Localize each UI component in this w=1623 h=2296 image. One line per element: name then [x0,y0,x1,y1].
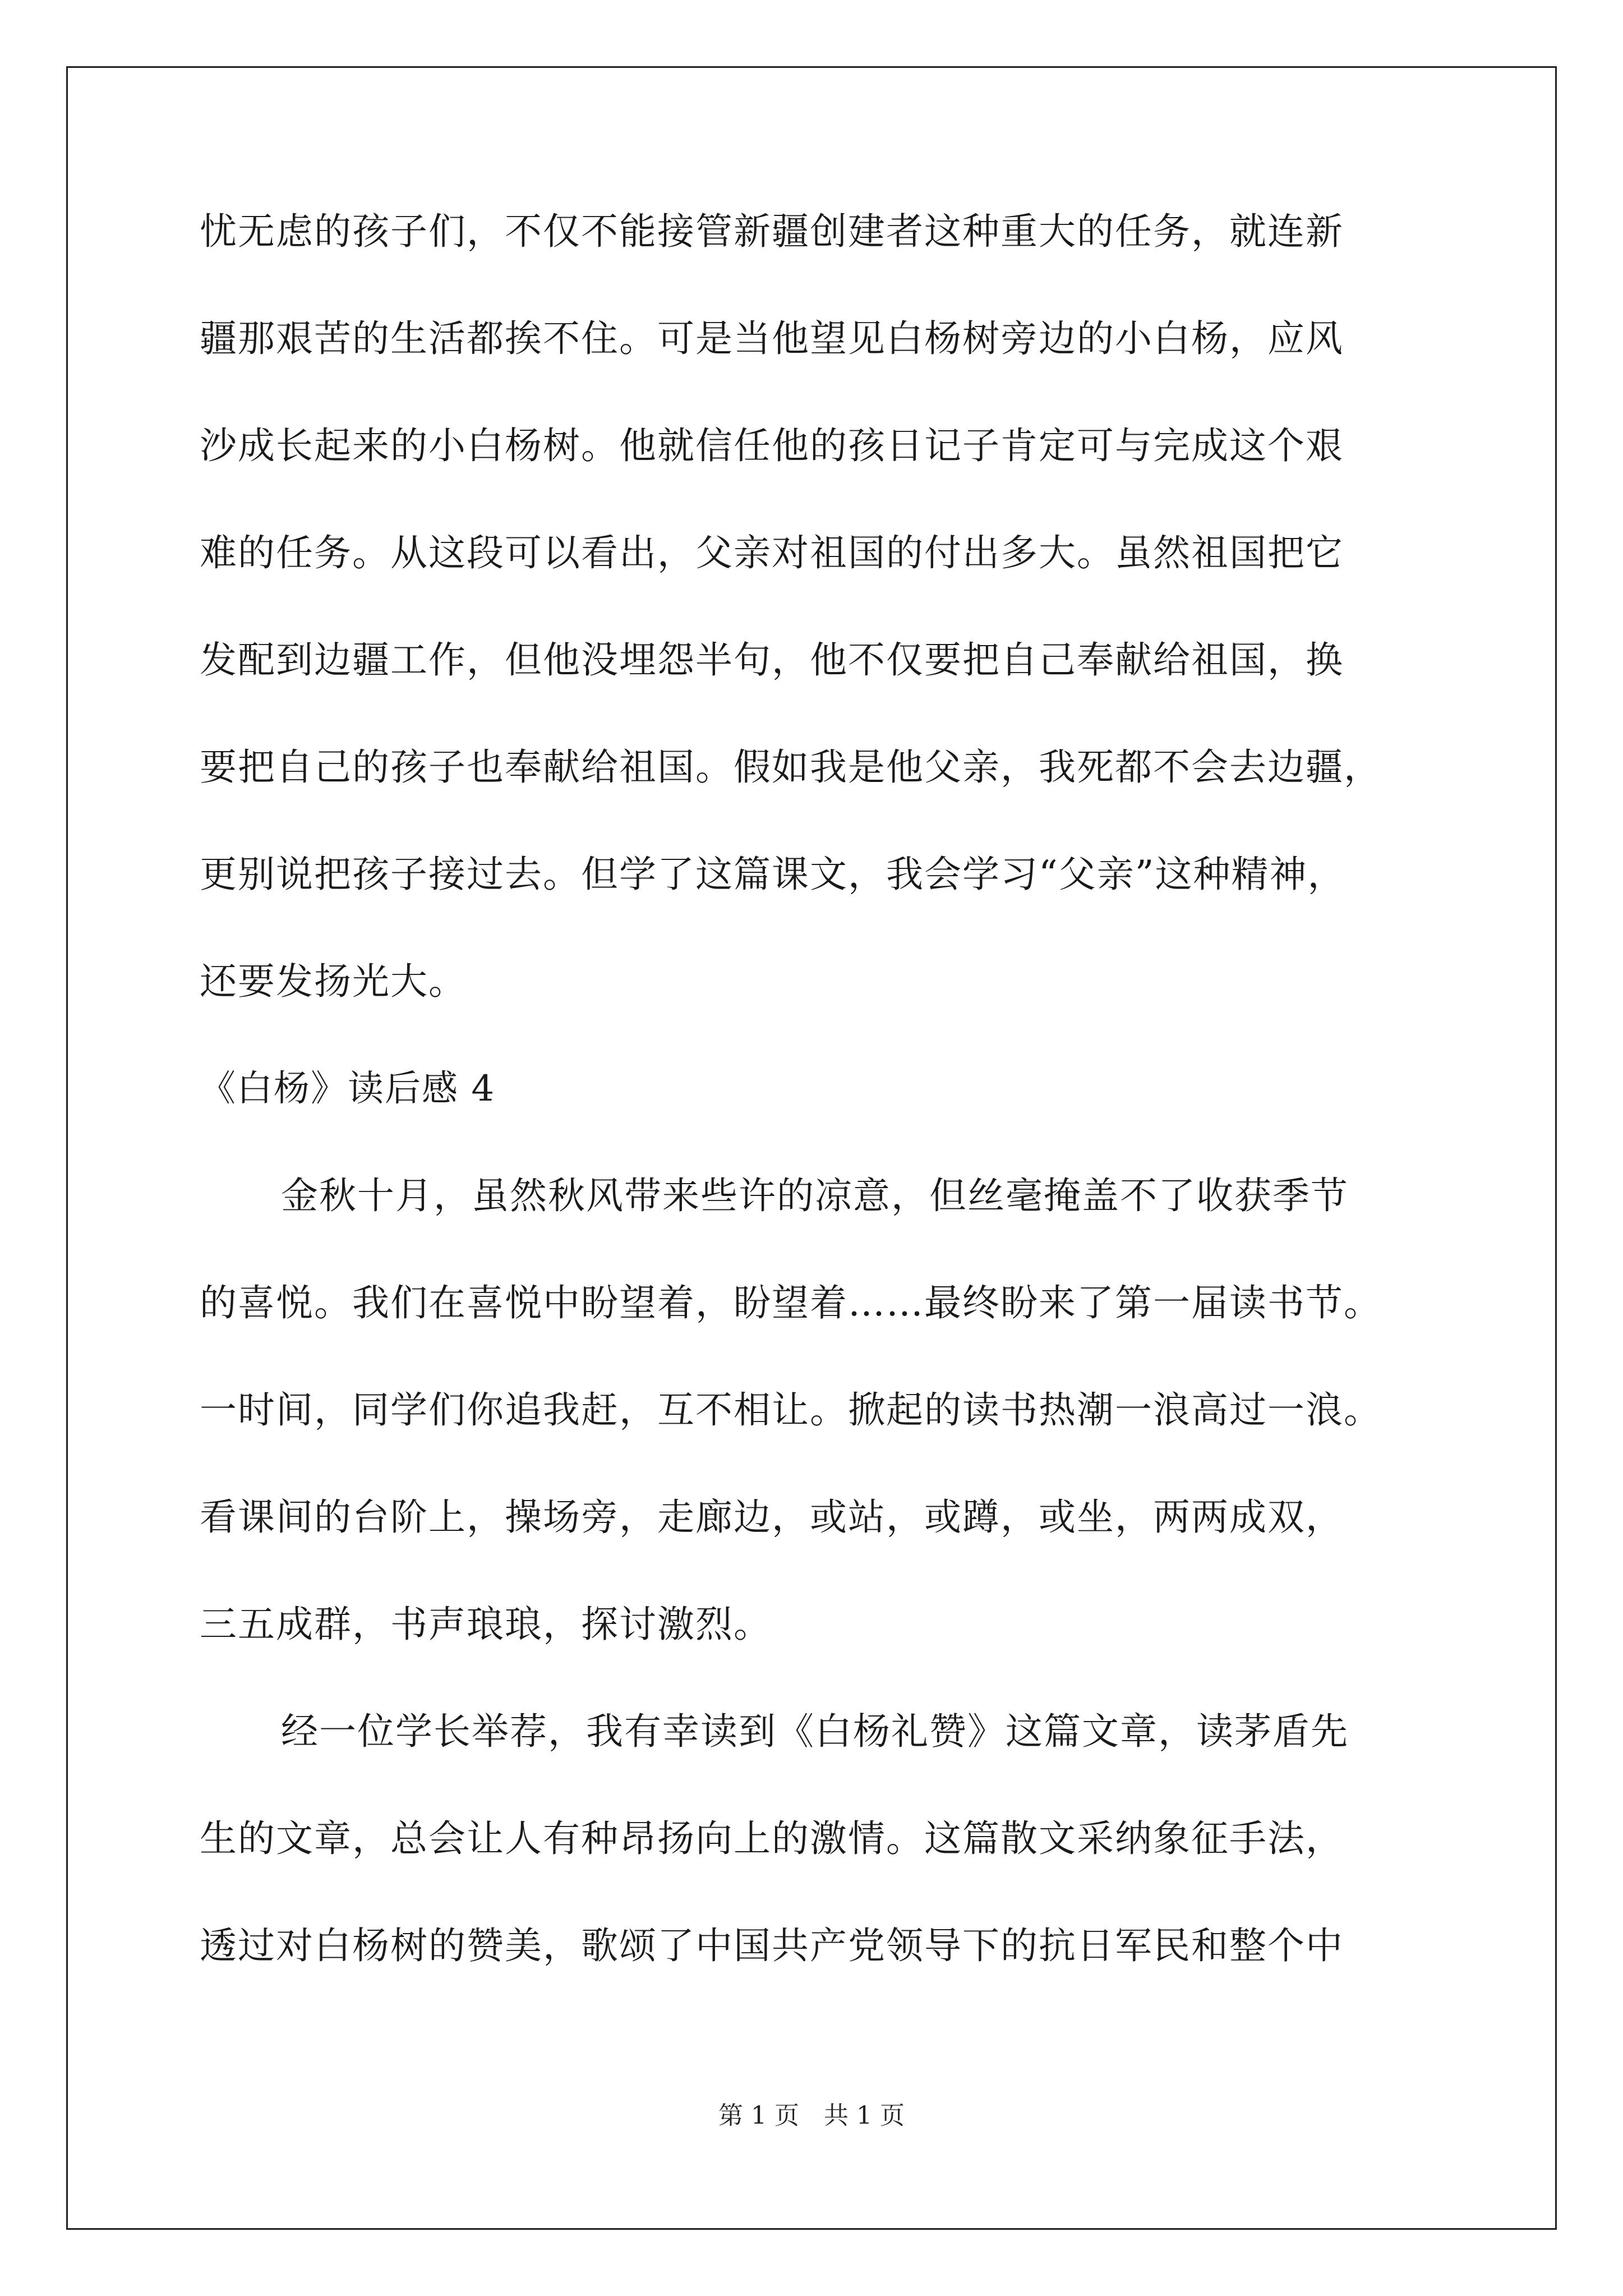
section-heading: 《白杨》读后感 4 [200,1068,496,1110]
text-line: 一时间，同学们你追我赶，互不相让。掀起的读书热潮一浪高过一浪。 [200,1388,1382,1432]
text-line: 的喜悦。我们在喜悦中盼望着，盼望着……最终盼来了第一届读书节。 [200,1281,1382,1324]
document-body [200,210,1461,2035]
text-line: 看课间的台阶上，操场旁，走廊边，或站，或蹲，或坐，两两成双， [200,1496,1344,1539]
text-line: 透过对白杨树的赞美，歌颂了中国共产党领导下的抗日军民和整个中 [200,1924,1344,1967]
text-line: 忧无虑的孩子们，不仅不能接管新疆创建者这种重大的任务，就连新 [200,210,1344,253]
text-line: 还要发扬光大。 [200,960,467,1003]
paragraph-first-line: 金秋十月，虽然秋风带来些许的凉意，但丝毫掩盖不了收获季节 [281,1174,1349,1217]
text-line: 沙成长起来的小白杨树。他就信任他的孩日记子肯定可与完成这个艰 [200,424,1344,467]
page-number: 第 1 页 [718,2101,799,2130]
text-line: 发配到边疆工作，但他没埋怨半句，他不仅要把自己奉献给祖国，换 [200,638,1344,682]
text-line: 疆那艰苦的生活都挨不住。可是当他望见白杨树旁边的小白杨，应风 [200,317,1344,360]
text-line: 难的任务。从这段可以看出，父亲对祖国的付出多大。虽然祖国把它 [200,531,1344,574]
text-line: 三五成群，书声琅琅，探讨激烈。 [200,1603,772,1646]
page-total: 共 1 页 [824,2101,905,2130]
page-footer [0,2101,1623,2130]
paragraph-first-line: 经一位学长举荐，我有幸读到《白杨礼赞》这篇文章，读茅盾先 [281,1710,1349,1753]
text-line: 更别说把孩子接过去。但学了这篇课文，我会学习“父亲”这种精神， [200,853,1346,896]
text-line: 生的文章，总会让人有种昂扬向上的激情。这篇散文采纳象征手法， [200,1817,1344,1860]
text-line: 要把自己的孩子也奉献给祖国。假如我是他父亲，我死都不会去边疆， [200,746,1382,789]
